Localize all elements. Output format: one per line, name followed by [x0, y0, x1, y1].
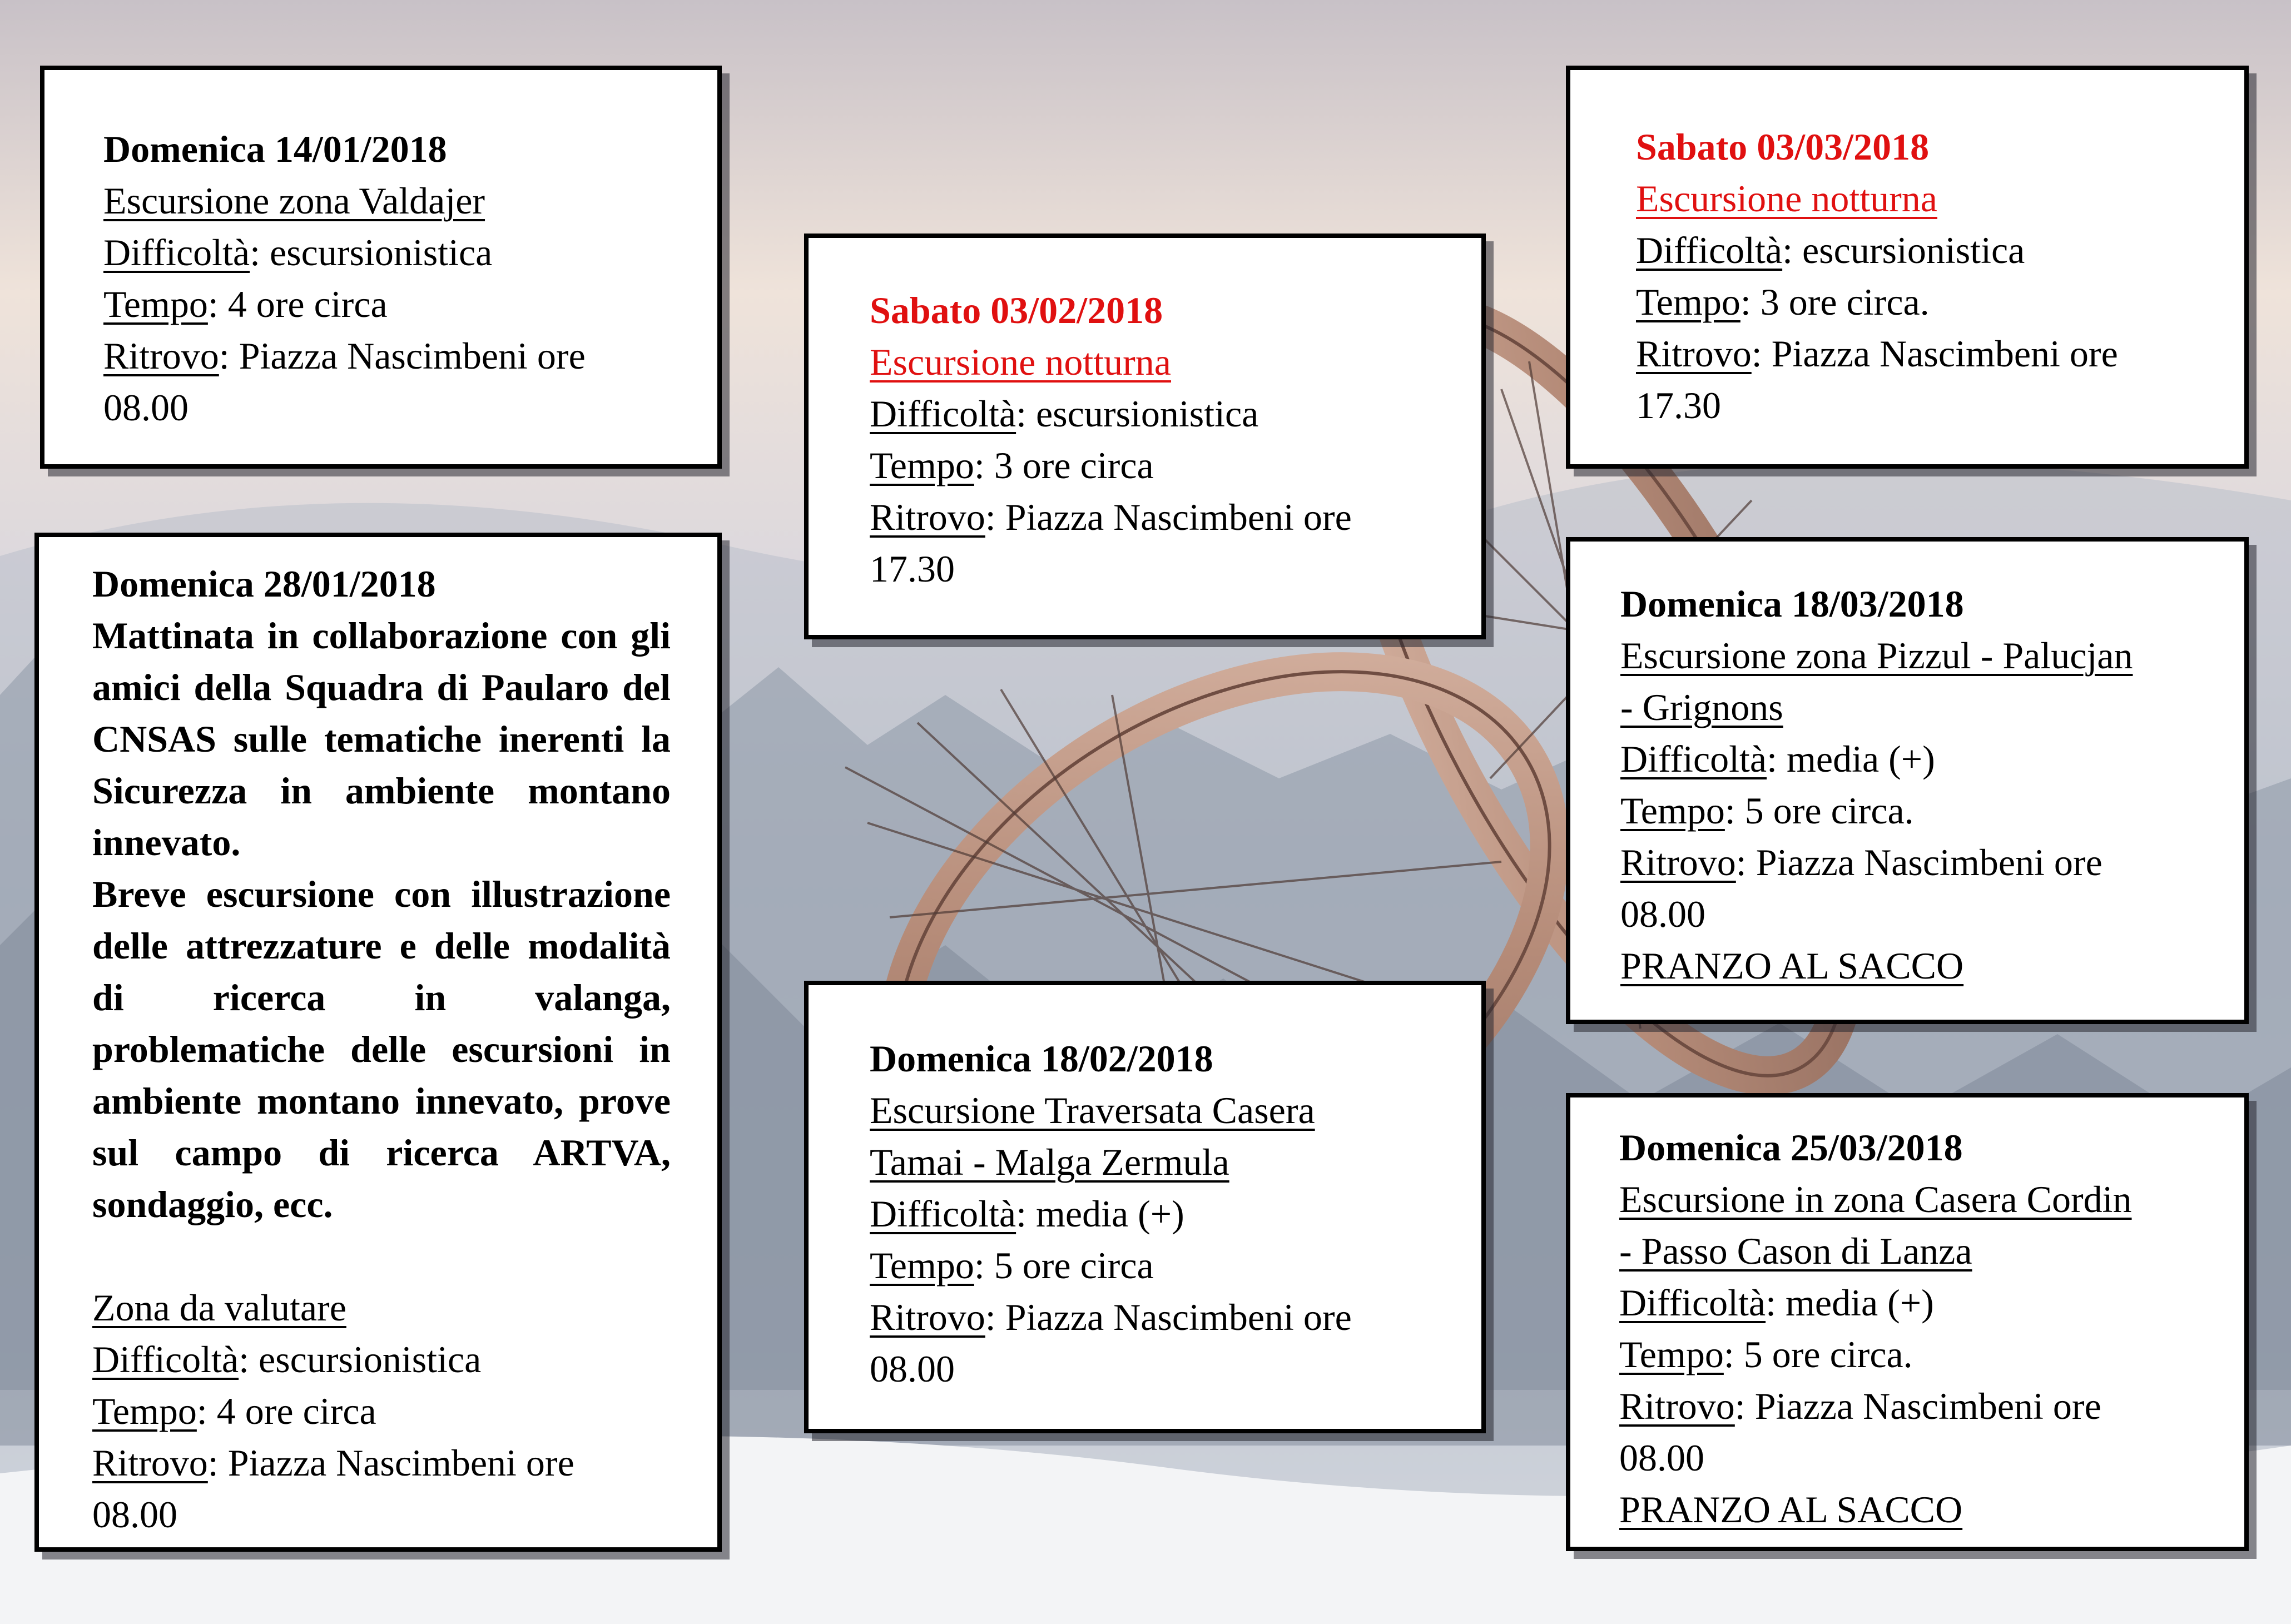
- event-title: Escursione notturna: [1636, 177, 1937, 220]
- meeting-row: Ritrovo: Piazza Nascimbeni ore: [870, 1296, 1352, 1338]
- event-title: Escursione notturna: [870, 341, 1171, 383]
- event-title-line-2: - Grignons: [1620, 686, 1783, 728]
- event-date: Domenica 14/01/2018: [103, 128, 447, 170]
- event-description-2: Breve escursione con illustrazione delle attrezzature e delle modalità di ricerca in valanga, problematiche delle escursioni in ambiente montano innevato, prove sul campo di ricerca ARTVA, sondaggio, ecc.: [92, 873, 671, 1225]
- time-row: Tempo: 4 ore circa: [103, 283, 388, 325]
- meeting-row: Ritrovo: Piazza Nascimbeni ore: [870, 496, 1352, 538]
- event-card-pizzul: [1566, 537, 2249, 1024]
- meeting-time: 08.00: [92, 1493, 177, 1536]
- event-card-sicurezza: [34, 533, 722, 1552]
- event-title-line-1: Escursione zona Pizzul - Palucjan: [1620, 634, 2133, 677]
- meeting-row: Ritrovo: Piazza Nascimbeni ore: [103, 335, 586, 377]
- meeting-row: Ritrovo: Piazza Nascimbeni ore: [1636, 332, 2118, 375]
- meeting-time: 08.00: [870, 1348, 955, 1390]
- event-card-notturna-mar: [1566, 66, 2249, 469]
- event-note: PRANZO AL SACCO: [1620, 945, 1964, 987]
- time-row: Tempo: 5 ore circa: [870, 1244, 1154, 1287]
- time-row: Tempo: 5 ore circa.: [1620, 789, 1914, 832]
- difficulty-row: Difficoltà: escursionistica: [103, 231, 493, 274]
- event-title-line-2: Tamai - Malga Zermula: [870, 1141, 1229, 1183]
- meeting-time: 08.00: [1620, 893, 1705, 935]
- difficulty-row: Difficoltà: escursionistica: [1636, 229, 2025, 271]
- event-title-line-1: Escursione Traversata Casera: [870, 1089, 1315, 1131]
- meeting-time: 17.30: [1636, 384, 1721, 426]
- event-card-cordin: [1566, 1093, 2249, 1551]
- spacer: [92, 1230, 671, 1282]
- meeting-row: Ritrovo: Piazza Nascimbeni ore: [92, 1442, 574, 1484]
- event-card-notturna-feb: [804, 234, 1486, 639]
- event-date: Sabato 03/02/2018: [870, 289, 1163, 331]
- event-date: Domenica 18/03/2018: [1620, 583, 1964, 625]
- difficulty-row: Difficoltà: media (+): [870, 1193, 1184, 1235]
- event-title-line-2: - Passo Cason di Lanza: [1619, 1230, 1972, 1272]
- time-row: Tempo: 3 ore circa: [870, 444, 1154, 486]
- difficulty-row: Difficoltà: media (+): [1620, 738, 1935, 780]
- meeting-row: Ritrovo: Piazza Nascimbeni ore: [1619, 1385, 2101, 1427]
- difficulty-row: Difficoltà: escursionistica: [92, 1338, 482, 1380]
- event-title-line-1: Escursione in zona Casera Cordin: [1619, 1178, 2132, 1220]
- event-description: Mattinata in collaborazione con gli amici della Squadra di Paularo del CNSAS sulle tematiche inerenti la Sicurezza in ambiente montano innevato.: [92, 614, 671, 863]
- meeting-time: 17.30: [870, 548, 955, 590]
- time-row: Tempo: 4 ore circa: [92, 1390, 376, 1432]
- event-note: PRANZO AL SACCO: [1619, 1488, 1963, 1531]
- difficulty-row: Difficoltà: media (+): [1619, 1282, 1934, 1324]
- time-row: Tempo: 5 ore circa.: [1619, 1333, 1913, 1375]
- difficulty-row: Difficoltà: escursionistica: [870, 393, 1259, 435]
- event-title: Escursione zona Valdajer: [103, 180, 485, 222]
- meeting-time: 08.00: [103, 386, 189, 429]
- event-date: Domenica 25/03/2018: [1619, 1126, 1963, 1169]
- event-card-traversata: [804, 981, 1486, 1433]
- event-title: Zona da valutare: [92, 1287, 346, 1329]
- event-card-valdajer: [40, 66, 722, 469]
- event-date: Sabato 03/03/2018: [1636, 126, 1930, 168]
- event-date: Domenica 18/02/2018: [870, 1037, 1213, 1080]
- meeting-row: Ritrovo: Piazza Nascimbeni ore: [1620, 841, 2102, 883]
- time-row: Tempo: 3 ore circa.: [1636, 281, 1930, 323]
- event-date: Domenica 28/01/2018: [92, 563, 436, 605]
- meeting-time: 08.00: [1619, 1437, 1704, 1479]
